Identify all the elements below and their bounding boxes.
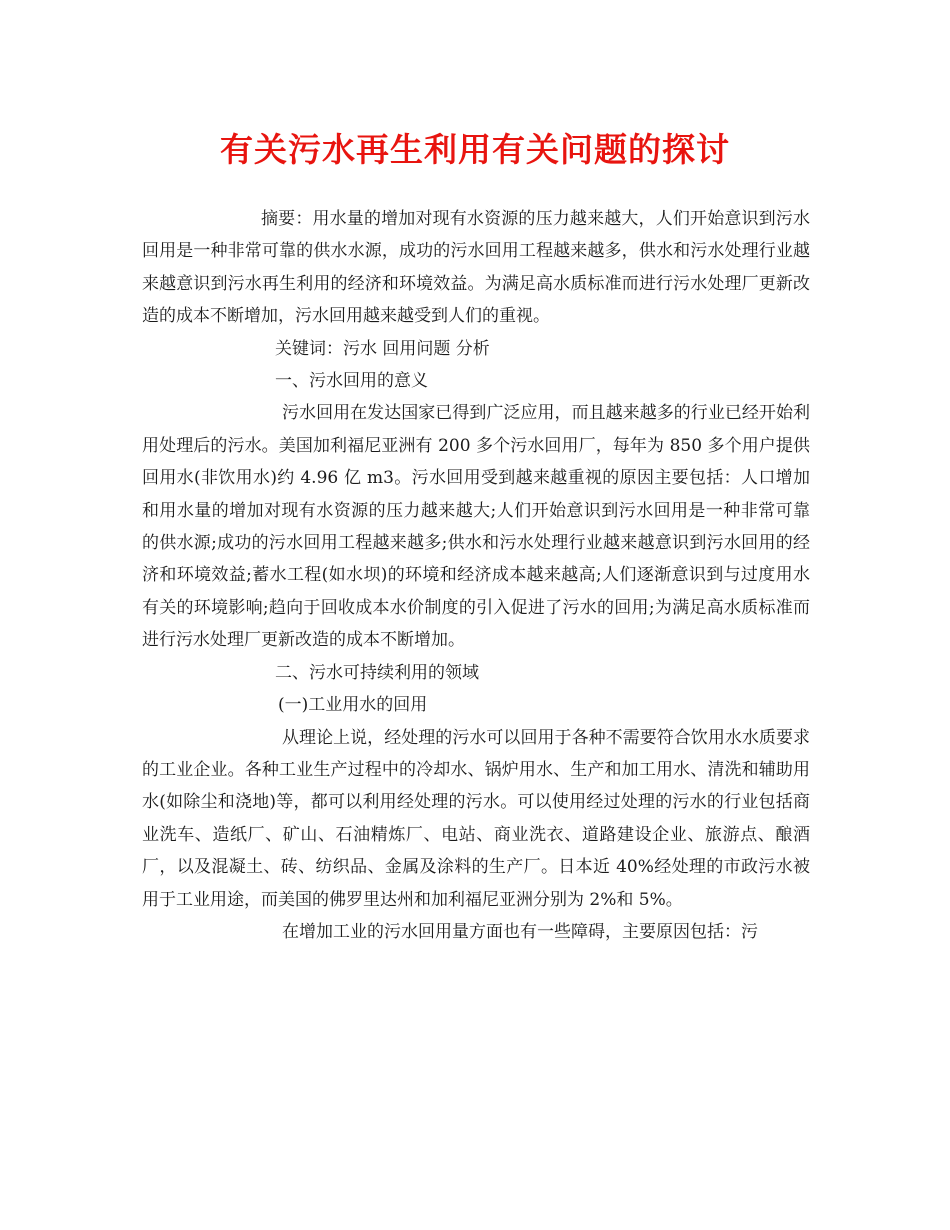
document-title: 有关污水再生利用有关问题的探讨 (220, 130, 730, 169)
obstacles-paragraph: 在增加工业的污水回用量方面也有一些障碍，主要原因包括：污 (282, 921, 758, 942)
section-heading-2: 二、污水可持续利用的领域 (275, 662, 479, 683)
section-heading-1: 一、污水回用的意义 (275, 371, 428, 392)
abstract-paragraph: 摘要：用水量的增加对现有水资源的压力越来越大，人们开始意识到污水回用是一种非常可靠的供水水源，成功的污水回用工程越来越多，供水和污水处理行业越来越意识到污水再生利用的经济和环境效益。为满足高水质标准而进行污水处理厂更新改造的成本不断增加，污水回用越来越受到人们的重视。 (142, 209, 810, 327)
subsection-heading-1: (一)工业用水的回用 (278, 695, 428, 716)
document-body (142, 203, 810, 948)
keywords-line: 关键词：污水 回用问题 分析 (275, 338, 490, 359)
section-1-paragraph: 污水回用在发达国家已得到广泛应用，而且越来越多的行业已经开始利用处理后的污水。美国加利福尼亚洲有 200 多个污水回用厂，每年为 850 多个用户提供回用水(非饮用水)约 4.96 亿 m3。污水回用受到越来越重视的原因主要包括：人口增加和用水量的增加对现有水资源的压力越来越大;人们开始意识到污水回用是一种非常可靠的供水源;成功的污水回用工程越来越多;供水和污水处理行业越来越意识到污水回用的经济和环境效益;蓄水工程(如水坝)的环境和经济成本越来越高;人们逐渐意识到与过度用水有关的环境影响;趋向于回收成本水价制度的引入促进了污水的回用;为满足高水质标准而进行污水处理厂更新改造的成本不断增加。 (142, 403, 810, 651)
subsection-1-paragraph: 从理论上说，经处理的污水可以回用于各种不需要符合饮用水水质要求的工业企业。各种工业生产过程中的冷却水、锅炉用水、生产和加工用水、清洗和辅助用水(如除尘和浇地)等，都可以利用经处理的污水。可以使用经过处理的污水的行业包括商业洗车、造纸厂、矿山、石油精炼厂、电站、商业洗衣、道路建设企业、旅游点、酿酒厂，以及混凝土、砖、纺织品、金属及涂料的生产厂。日本近 40%经处理的市政污水被用于工业用途，而美国的佛罗里达州和加利福尼亚洲分别为 2%和 5%。 (142, 727, 810, 910)
